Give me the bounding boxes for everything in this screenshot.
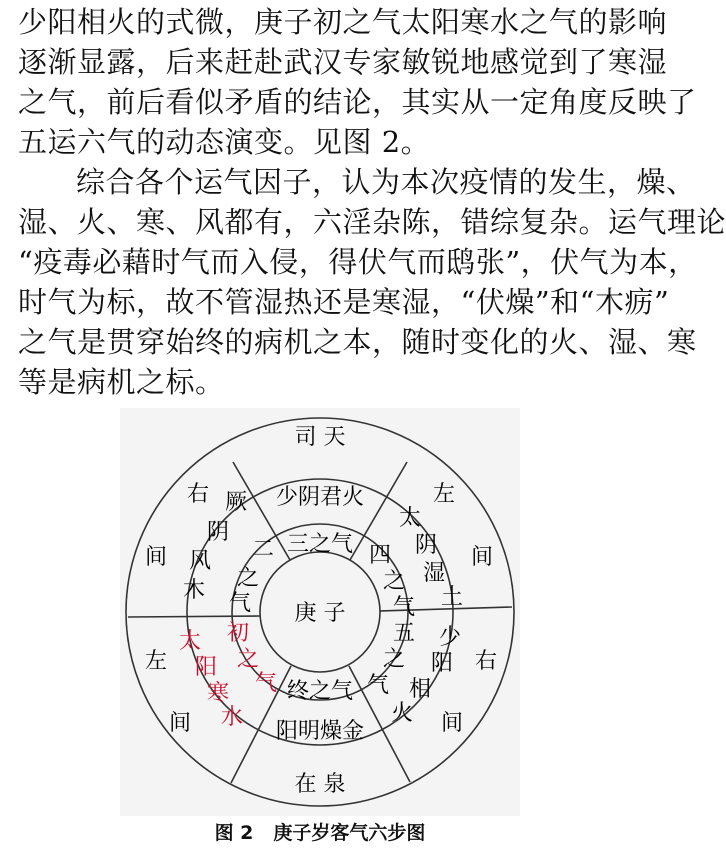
step-initial: 初	[226, 621, 250, 646]
qi-upper-right: 湿	[422, 561, 446, 586]
step-two: 之	[236, 566, 260, 591]
step-five: 气	[366, 673, 390, 698]
outer-upper-left: 间	[144, 545, 168, 570]
qi-upper-left: 厥	[224, 490, 248, 515]
qi-bottom: 阳明燥金	[275, 719, 365, 744]
qi-lower-right: 火	[390, 701, 414, 726]
qi-upper-right: 土	[440, 585, 464, 610]
body-line: 之气，前后看似矛盾的结论，其实从一定角度反映了	[18, 85, 697, 119]
qi-upper-right: 阴	[414, 533, 438, 558]
step-five: 之	[382, 647, 406, 672]
figure-title: 庚子岁客气六步图	[273, 822, 426, 844]
qi-upper-left: 木	[182, 578, 206, 603]
center-label: 庚 子	[294, 601, 346, 626]
top-label: 司 天	[294, 425, 346, 450]
step-five: 五	[392, 621, 416, 646]
qi-upper-left: 风	[188, 549, 212, 574]
six-step-diagram	[120, 408, 520, 816]
body-line: 时气为标，故不管湿热还是寒湿，“伏燥”和“木疬”	[18, 285, 670, 319]
step-four: 气	[392, 595, 416, 620]
outer-lower-right: 间	[440, 711, 464, 736]
qi-lower-right: 少	[438, 625, 462, 650]
step-two: 气	[228, 591, 252, 616]
step-initial: 之	[236, 647, 260, 672]
qi-lower-left: 寒	[206, 681, 230, 706]
body-line: 湿、火、寒、风都有，六淫杂陈，错综复杂。运气理论	[18, 205, 726, 239]
qi-lower-left: 水	[220, 705, 244, 730]
qi-top: 少阴君火	[275, 485, 365, 510]
outer-upper-right: 间	[470, 545, 494, 570]
step-four: 四	[368, 543, 392, 568]
figure-number: 图 2	[214, 822, 254, 844]
qi-lower-left: 阳	[194, 655, 218, 680]
qi-lower-left: 太	[178, 629, 202, 654]
figure-caption	[0, 818, 640, 845]
body-line: 逐渐显露，后来赶赴武汉专家敏锐地感觉到了寒湿	[18, 45, 668, 79]
outer-lower-right: 右	[474, 649, 498, 674]
outer-lower-left: 间	[168, 711, 192, 736]
six-step-qi-figure	[120, 408, 520, 816]
outer-upper-right: 左	[432, 482, 456, 507]
body-line: 五运六气的动态演变。见图 2。	[18, 125, 431, 159]
step-final: 终之气	[286, 679, 354, 704]
step-four: 之	[382, 569, 406, 594]
outer-upper-left: 右	[186, 482, 210, 507]
body-line: 综合各个运气因子，认为本次疫情的发生，燥、	[76, 165, 696, 199]
body-line: 之气是贯穿始终的病机之本，随时变化的火、湿、寒	[18, 325, 697, 359]
body-line: 少阳相火的式微，庚子初之气太阳寒水之气的影响	[18, 5, 668, 39]
qi-lower-right: 相	[408, 677, 432, 702]
step-two: 二	[251, 537, 275, 562]
qi-lower-right: 阳	[430, 651, 454, 676]
bottom-label: 在 泉	[294, 772, 346, 797]
body-line: “疫毒必藉时气而入侵，得伏气而鸱张”，伏气为本，	[18, 245, 698, 279]
outer-lower-left: 左	[144, 649, 168, 674]
step-three: 三之气	[286, 532, 354, 557]
body-line: 等是病机之标。	[18, 365, 225, 399]
step-initial: 气	[254, 671, 278, 696]
qi-upper-right: 太	[398, 506, 422, 531]
divider-line	[128, 616, 260, 617]
qi-upper-left: 阴	[206, 520, 230, 545]
